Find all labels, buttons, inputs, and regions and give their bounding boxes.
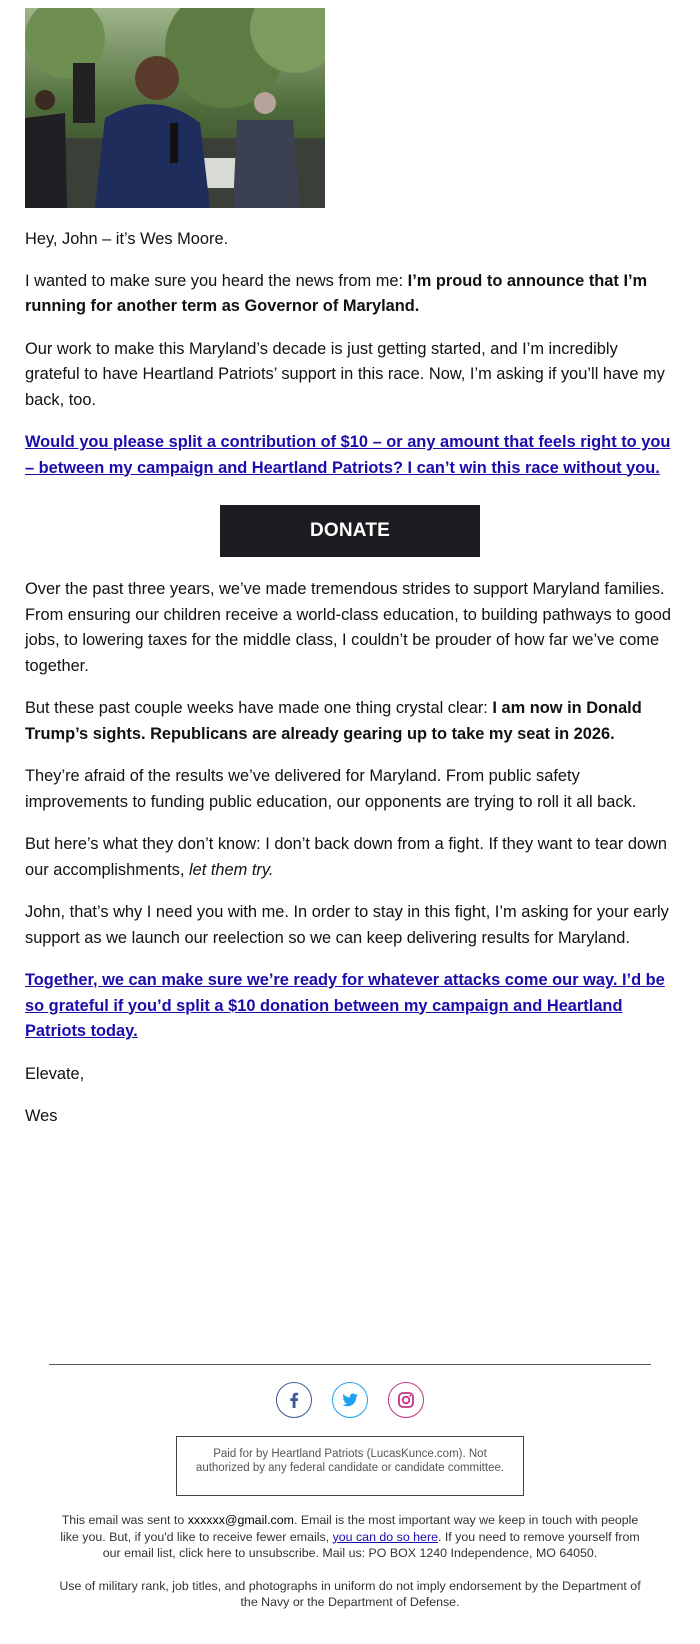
donate-wrapper (25, 505, 675, 557)
fight-text: But here’s what they don’t know: I don’t back down from a fight. If they want to tear down our accomplishments, (25, 835, 668, 879)
signature: Wes (25, 1107, 58, 1125)
social-links (0, 1382, 700, 1420)
twitter-icon[interactable] (332, 1382, 368, 1418)
reelection-paragraph: John, that’s why I need you with me. In order to stay in this fight, I’m asking for your early support as we launch our reelection so we can keep delivering results for Maryland. (25, 903, 669, 947)
trump-paragraph (25, 696, 675, 747)
accomplishments-paragraph: Over the past three years, we’ve made tremendous strides to support Maryland families. From ensuring our children receive a world-class education, to building pathways to good jobs, to lowering taxes for the middle class, I couldn’t be prouder of how far we’ve come together. (25, 580, 671, 675)
announcement-bold: I’m proud to announce that I’m running for another term as Governor of Maryland. (25, 271, 648, 315)
signoff: Elevate, (25, 1064, 85, 1083)
paid-for-disclaimer: Paid for by Heartland Patriots (LucasKunce.com). Not authorized by any federal candidate or candidate committee. (176, 1436, 524, 1496)
military-disclaimer: Use of military rank, job titles, and photographs in uniform do not imply endorsement by the Department of the Navy or the Department of Defense. (59, 1578, 641, 1609)
support-paragraph: Our work to make this Maryland’s decade is just getting started, and I’m incredibly grateful to have Heartland Patriots’ support in this race. Now, I’m asking if you’ll have my back, too. (25, 339, 665, 409)
footer-divider (49, 1364, 651, 1365)
email-notice (55, 1512, 645, 1562)
fight-italic: let them try. (188, 860, 274, 879)
announcement-paragraph (25, 269, 675, 320)
donation-split-link[interactable]: Together, we can make sure we’re ready for whatever attacks come our way. I’d be so grateful if you’d split a $10 donation between my campaign and Heartland Patriots today. (25, 971, 665, 1040)
email-body (25, 8, 675, 1147)
fewer-emails-link[interactable]: you can do so here (332, 1529, 438, 1544)
fight-paragraph (25, 832, 675, 883)
instagram-icon[interactable] (388, 1382, 424, 1418)
footer (0, 1364, 700, 1611)
sent-suffix: . Email is the most important way we keep in touch with people like you. But, if you'd like to receive fewer emails, (60, 1513, 639, 1544)
contribution-link[interactable]: Would you please split a contribution of $10 – or any amount that feels right to you – between my campaign and Heartland Patriots? I can’t win this race without you. (25, 433, 671, 477)
trump-text: But these past couple weeks have made one thing crystal clear: (25, 699, 493, 717)
recipient-email: xxxxxx@gmail.com (187, 1513, 294, 1527)
cta-paragraph-1 (25, 430, 675, 481)
donate-button[interactable]: DONATE (220, 505, 480, 557)
announcement-text: I wanted to make sure you heard the news from me: (25, 271, 408, 290)
sent-prefix: This email was sent to (61, 1513, 188, 1527)
opponents-paragraph: They’re afraid of the results we’ve delivered for Maryland. From public safety improvements to funding public education, our opponents are trying to roll it all back. (25, 767, 637, 811)
unsubscribe-text: . If you need to remove yourself from our email list, click here to unsubscribe. Mail us: PO BOX 1240 Independence, MO 64050. (102, 1529, 640, 1560)
hero-photo (25, 8, 325, 208)
cta-paragraph-2 (25, 968, 675, 1045)
facebook-icon[interactable] (276, 1382, 312, 1418)
greeting: Hey, John – it’s Wes Moore. (25, 230, 229, 248)
trump-bold: I am now in Donald Trump’s sights. Republicans are already gearing up to take my seat in 2026. (25, 699, 642, 743)
